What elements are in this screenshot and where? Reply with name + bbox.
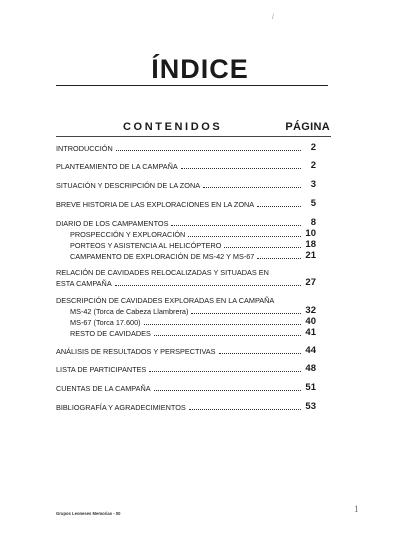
toc-entry-page: 40 [305,316,316,327]
dot-leader [115,285,301,286]
toc-subentry-campamento [70,251,316,261]
dot-leader [224,247,301,248]
dot-leader [191,313,301,314]
toc-entry-page: 48 [305,363,316,374]
toc-entry-page: 32 [305,305,316,316]
toc-entry-label: LISTA DE PARTICIPANTES [56,365,147,374]
toc-subentry-ms42 [70,306,316,316]
toc-entry-page: 53 [305,401,316,412]
toc-entry-situacion [56,180,316,190]
stray-mark: / [272,14,274,21]
dot-leader [144,324,301,325]
page-footer: Grupos Leoneses Memorias - 00 [56,511,121,516]
dot-leader [189,409,301,410]
toc-entry-page: 10 [305,228,316,239]
toc-entry-cuentas [56,383,316,393]
dot-leader [219,353,301,354]
toc-entry-page: 2 [310,142,316,153]
toc-subentry-porteos [70,240,316,250]
toc-entry-analisis [56,346,316,356]
toc-entry-label: ESTA CAMPAÑA [56,279,112,288]
toc-subentry-ms67 [70,317,316,327]
toc-entry-page: 18 [305,239,316,250]
toc-entry-page: 3 [310,179,316,190]
header-divider [56,136,331,137]
dot-leader [257,206,301,207]
toc-entry-page: 51 [305,382,316,393]
toc-entry-label: INTRODUCCIÓN [56,144,113,153]
toc-entry-participantes [56,364,316,374]
dot-leader [188,236,301,237]
page-column-heading: PÁGINA [285,121,330,133]
title-divider [56,85,328,86]
toc-entry-label: PORTEOS Y ASISTENCIA AL HELICÓPTERO [70,241,222,250]
dot-leader [171,225,301,226]
toc-entry-label: PLANTEAMIENTO DE LA CAMPAÑA [56,162,178,171]
toc-entry-label: BIBLIOGRAFÍA Y AGRADECIMIENTOS [56,403,186,412]
toc-entry-descripcion: DESCRIPCIÓN DE CAVIDADES EXPLORADAS EN LA CAMPAÑA [56,296,275,305]
toc-entry-planteamiento [56,161,316,171]
toc-entry-label: MS-67 (Torca 17.600) [70,318,141,327]
toc-entry-page: 8 [310,217,316,228]
toc-entry-relacion [56,278,316,288]
toc-entry-page: 5 [310,198,316,209]
dot-leader [203,187,301,188]
toc-entry-introduccion [56,143,316,153]
dot-leader [181,168,301,169]
toc-entry-label: MS-42 (Torca de Cabeza Llambrera) [70,307,189,316]
toc-entry-page: 44 [305,345,316,356]
toc-entry-label: CAMPAMENTO DE EXPLORACIÓN DE MS-42 Y MS-67 [70,252,255,261]
dot-leader [154,335,301,336]
toc-entry-label: SITUACIÓN Y DESCRIPCIÓN DE LA ZONA [56,181,201,190]
toc-entry-label: CUENTAS DE LA CAMPAÑA [56,384,151,393]
dot-leader [116,150,301,151]
toc-entry-diario [56,218,316,228]
toc-entry-label: ANÁLISIS DE RESULTADOS Y PERSPECTIVAS [56,347,216,356]
toc-subentry-resto [70,328,316,338]
toc-entry-label: PROSPECCIÓN Y EXPLORACIÓN [70,230,186,239]
contents-heading: CONTENIDOS [123,121,223,133]
toc-entry-label: RESTO DE CAVIDADES [70,329,151,338]
dot-leader [257,258,301,259]
page-title: ÍNDICE [151,54,249,84]
toc-entry-page: 2 [310,160,316,171]
page-number: 1 [354,504,359,514]
toc-entry-label: BREVE HISTORIA DE LAS EXPLORACIONES EN LA ZONA [56,200,255,209]
toc-entry-relacion-first-line: RELACIÓN DE CAVIDADES RELOCALIZADAS Y SITUADAS EN [56,268,269,277]
toc-entry-page: 41 [305,327,316,338]
dot-leader [154,390,301,391]
toc-entry-bibliografia [56,402,316,412]
toc-entry-page: 27 [305,277,316,288]
toc-entry-historia [56,199,316,209]
toc-subentry-prospeccion [70,229,316,239]
dot-leader [149,371,301,372]
toc-entry-label: DIARIO DE LOS CAMPAMENTOS [56,219,169,228]
toc-entry-page: 21 [305,250,316,261]
